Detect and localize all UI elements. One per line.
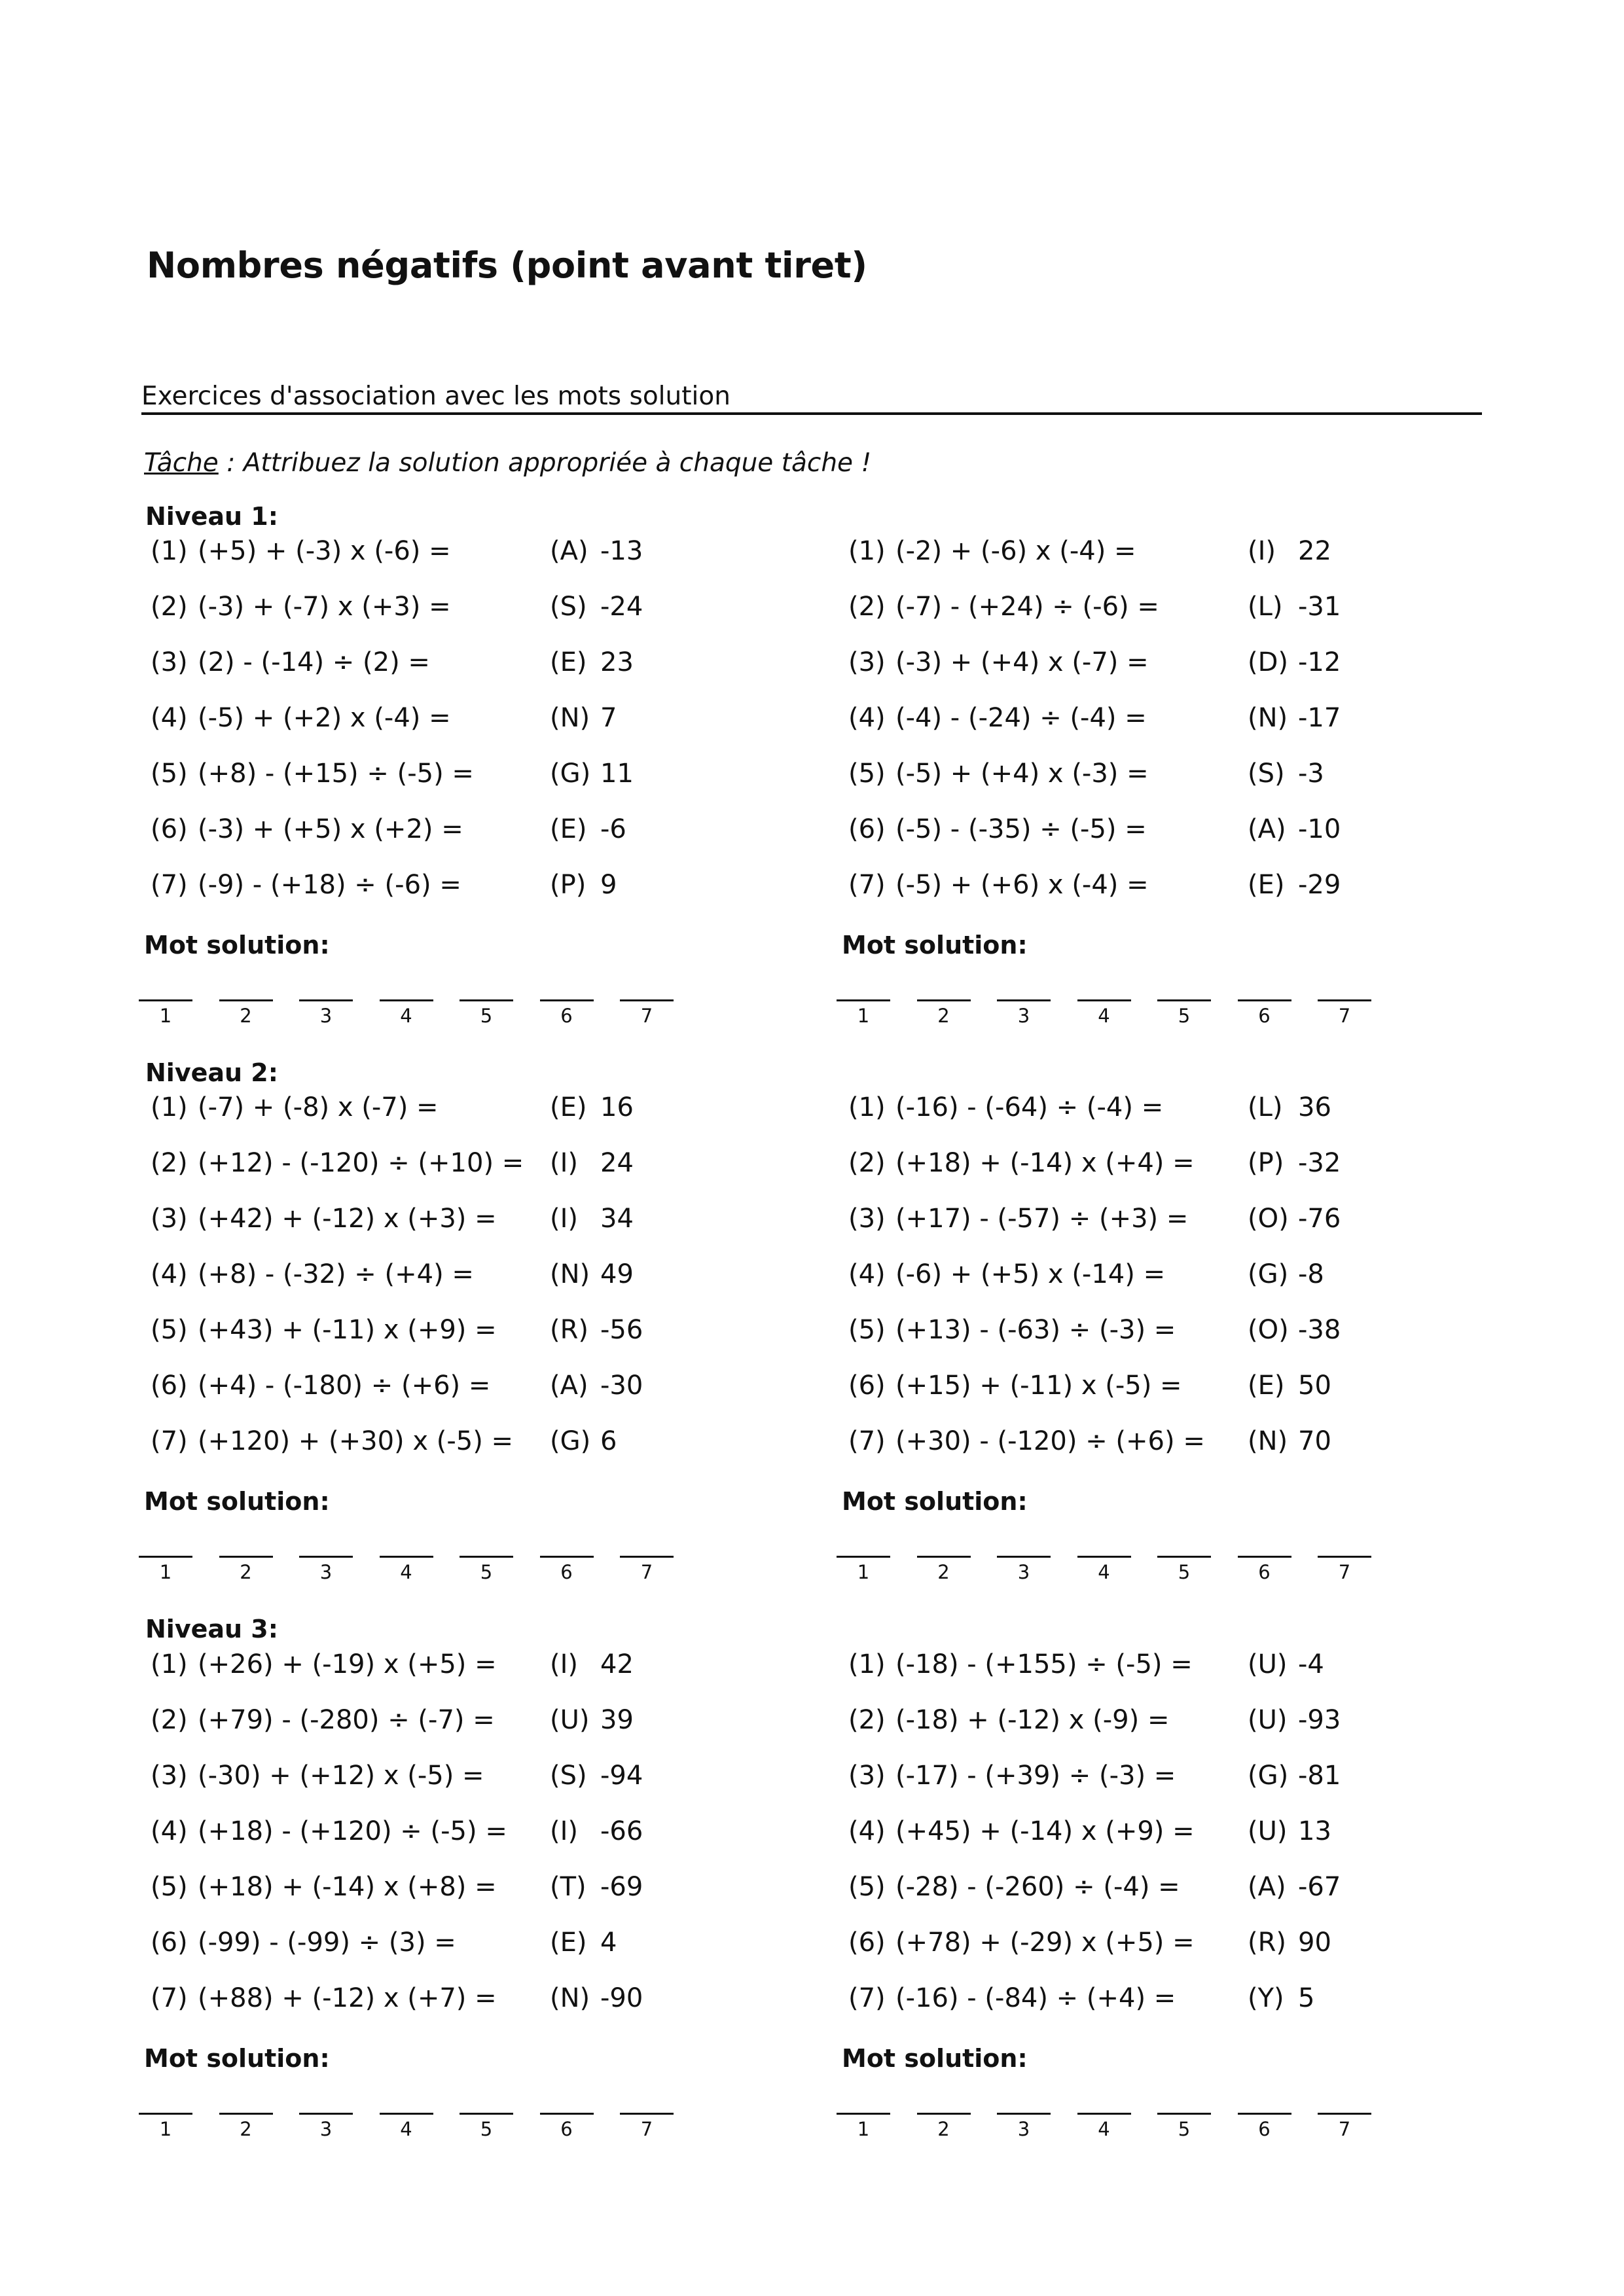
answer-value: 70 (1298, 1426, 1331, 1456)
exercise-number: (4) (151, 1816, 188, 1846)
answer-letter: (N) (1248, 703, 1288, 733)
answer-letter: (G) (550, 1426, 591, 1456)
exercise-number: (5) (151, 759, 188, 789)
answer-blank[interactable]: 1 (837, 2113, 890, 2147)
answer-blank[interactable]: 2 (219, 2113, 273, 2147)
exercise-expression: (+78) + (-29) x (+5) = (895, 1928, 1195, 1958)
answer-blank[interactable]: 7 (620, 999, 674, 1034)
answer-letter: (S) (550, 1761, 587, 1791)
exercise-row (842, 1255, 1509, 1294)
answer-blank[interactable]: 1 (139, 2113, 192, 2147)
exercise-expression: (-7) - (+24) ÷ (-6) = (895, 592, 1159, 622)
answer-letter: (O) (1248, 1315, 1289, 1345)
answer-value: 4 (600, 1928, 617, 1958)
exercise-number: (3) (848, 647, 886, 677)
answer-value: 49 (600, 1259, 634, 1289)
answer-blank[interactable]: 7 (1318, 999, 1371, 1034)
answer-blank[interactable]: 5 (1157, 2113, 1211, 2147)
exercise-number: (2) (151, 1148, 188, 1178)
exercise-number: (7) (151, 1983, 188, 2013)
solution-word-blanks (842, 999, 1431, 1039)
exercise-row (144, 1812, 812, 1851)
exercise-number: (3) (151, 1204, 188, 1234)
exercise-number: (5) (151, 1872, 188, 1902)
answer-value: 50 (1298, 1371, 1331, 1401)
exercise-expression: (-99) - (-99) ÷ (3) = (198, 1928, 456, 1958)
exercise-number: (3) (848, 1204, 886, 1234)
answer-letter: (P) (1248, 1148, 1284, 1178)
exercise-number: (2) (848, 1705, 886, 1735)
exercise-row (842, 531, 1509, 571)
exercise-row (842, 1199, 1509, 1238)
answer-blank[interactable]: 6 (540, 2113, 594, 2147)
exercise-row (842, 810, 1509, 849)
exercise-expression: (+26) + (-19) x (+5) = (198, 1649, 497, 1679)
answer-letter: (N) (550, 703, 590, 733)
solution-word-label: Mot solution: (144, 1487, 330, 1516)
answer-letter: (Y) (1248, 1983, 1284, 2013)
answer-blank[interactable]: 1 (837, 1556, 890, 1590)
exercise-number: (1) (848, 1092, 886, 1122)
solution-word-label: Mot solution: (842, 1487, 1028, 1516)
exercise-row (144, 1310, 812, 1350)
section-heading: Exercices d'association avec les mots solution (141, 382, 1482, 415)
answer-blank[interactable]: 3 (299, 1556, 353, 1590)
answer-letter: (R) (1248, 1928, 1287, 1958)
exercise-number: (3) (151, 647, 188, 677)
exercise-row (144, 1422, 812, 1461)
answer-value: 6 (600, 1426, 617, 1456)
exercise-expression: (-7) + (-8) x (-7) = (198, 1092, 439, 1122)
exercise-expression: (-16) - (-64) ÷ (-4) = (895, 1092, 1164, 1122)
exercise-expression: (+45) + (-14) x (+9) = (895, 1816, 1195, 1846)
exercise-number: (6) (848, 1928, 886, 1958)
exercise-row (144, 1255, 812, 1294)
exercise-column (842, 531, 1509, 1027)
exercise-row (144, 754, 812, 793)
answer-letter: (P) (550, 870, 586, 900)
answer-letter: (I) (550, 1204, 579, 1234)
exercise-number: (7) (151, 1426, 188, 1456)
answer-blank[interactable]: 3 (997, 1556, 1051, 1590)
exercise-expression: (+120) + (+30) x (-5) = (198, 1426, 514, 1456)
answer-value: -8 (1298, 1259, 1324, 1289)
answer-letter: (N) (550, 1983, 590, 2013)
answer-letter: (I) (550, 1816, 579, 1846)
exercise-row (144, 810, 812, 849)
solution-word-label: Mot solution: (144, 931, 330, 960)
answer-value: -94 (600, 1761, 643, 1791)
answer-letter: (E) (1248, 1371, 1285, 1401)
exercise-expression: (+30) - (-120) ÷ (+6) = (895, 1426, 1205, 1456)
exercise-row (842, 1756, 1509, 1795)
answer-letter: (U) (1248, 1649, 1288, 1679)
answer-blank[interactable]: 2 (917, 999, 971, 1034)
answer-blank[interactable]: 6 (540, 1556, 594, 1590)
solution-word-blanks (144, 2113, 733, 2152)
answer-value: 22 (1298, 536, 1331, 566)
answer-letter: (E) (550, 647, 587, 677)
answer-blank[interactable]: 5 (460, 1556, 513, 1590)
answer-value: 36 (1298, 1092, 1331, 1122)
answer-blank[interactable]: 7 (1318, 1556, 1371, 1590)
exercise-number: (2) (848, 592, 886, 622)
answer-blank[interactable]: 2 (219, 999, 273, 1034)
answer-letter: (R) (550, 1315, 589, 1345)
exercise-row (144, 1143, 812, 1183)
answer-letter: (E) (550, 1928, 587, 1958)
answer-value: 34 (600, 1204, 634, 1234)
answer-value: -66 (600, 1816, 643, 1846)
exercise-expression: (-30) + (+12) x (-5) = (198, 1761, 484, 1791)
exercise-number: (6) (151, 1928, 188, 1958)
exercise-expression: (+17) - (-57) ÷ (+3) = (895, 1204, 1189, 1234)
exercise-expression: (+79) - (-280) ÷ (-7) = (198, 1705, 495, 1735)
exercise-number: (2) (848, 1148, 886, 1178)
answer-blank[interactable]: 6 (1238, 1556, 1291, 1590)
answer-value: -67 (1298, 1872, 1341, 1902)
answer-letter: (I) (1248, 536, 1276, 566)
answer-value: -76 (1298, 1204, 1341, 1234)
exercise-expression: (+18) + (-14) x (+4) = (895, 1148, 1195, 1178)
exercise-expression: (+42) + (-12) x (+3) = (198, 1204, 497, 1234)
answer-value: 39 (600, 1705, 634, 1735)
exercise-number: (2) (151, 592, 188, 622)
exercise-row (144, 1867, 812, 1907)
exercise-row (144, 1700, 812, 1740)
answer-blank[interactable]: 5 (460, 999, 513, 1034)
answer-blank[interactable]: 6 (540, 999, 594, 1034)
exercise-row (144, 1199, 812, 1238)
solution-word-blanks (842, 2113, 1431, 2152)
answer-blank[interactable]: 6 (1238, 2113, 1291, 2147)
exercise-expression: (-2) + (-6) x (-4) = (895, 536, 1136, 566)
exercise-number: (7) (151, 870, 188, 900)
solution-word-label: Mot solution: (144, 2044, 330, 2073)
answer-value: 7 (600, 703, 617, 733)
answer-blank[interactable]: 5 (1157, 999, 1211, 1034)
answer-letter: (S) (550, 592, 587, 622)
exercise-expression: (-5) + (+4) x (-3) = (895, 759, 1149, 789)
answer-blank[interactable]: 1 (837, 999, 890, 1034)
exercise-row (144, 865, 812, 905)
exercise-expression: (+43) + (-11) x (+9) = (198, 1315, 497, 1345)
answer-letter: (I) (550, 1148, 579, 1178)
answer-blank[interactable]: 3 (997, 999, 1051, 1034)
exercise-row (144, 1088, 812, 1127)
answer-blank[interactable]: 5 (460, 2113, 513, 2147)
answer-blank[interactable]: 3 (997, 2113, 1051, 2147)
answer-blank[interactable]: 1 (139, 1556, 192, 1590)
exercise-expression: (+15) + (-11) x (-5) = (895, 1371, 1182, 1401)
solution-word-blanks (144, 1556, 733, 1595)
exercise-expression: (+12) - (-120) ÷ (+10) = (198, 1148, 524, 1178)
exercise-expression: (-3) + (+4) x (-7) = (895, 647, 1149, 677)
answer-value: 23 (600, 647, 634, 677)
exercise-row (842, 1812, 1509, 1851)
answer-blank[interactable]: 4 (380, 999, 433, 1034)
answer-blank[interactable]: 1 (139, 999, 192, 1034)
answer-value: 11 (600, 759, 634, 789)
exercise-expression: (-5) + (+6) x (-4) = (895, 870, 1149, 900)
exercise-row (144, 1366, 812, 1405)
level-label: Niveau 3: (145, 1615, 278, 1643)
exercise-expression: (+4) - (-180) ÷ (+6) = (198, 1371, 491, 1401)
answer-letter: (A) (1248, 814, 1286, 844)
answer-value: -69 (600, 1872, 643, 1902)
answer-value: -93 (1298, 1705, 1341, 1735)
exercise-number: (7) (848, 1983, 886, 2013)
exercise-row (144, 587, 812, 626)
exercise-number: (4) (848, 1816, 886, 1846)
answer-letter: (U) (1248, 1705, 1288, 1735)
exercise-row (842, 1700, 1509, 1740)
answer-blank[interactable]: 4 (1077, 2113, 1131, 2147)
answer-letter: (N) (550, 1259, 590, 1289)
answer-letter: (S) (1248, 759, 1285, 789)
answer-value: 90 (1298, 1928, 1331, 1958)
answer-value: -90 (600, 1983, 643, 2013)
answer-value: -24 (600, 592, 643, 622)
answer-blank[interactable]: 4 (380, 2113, 433, 2147)
exercise-number: (4) (848, 703, 886, 733)
exercise-number: (5) (848, 759, 886, 789)
answer-blank[interactable]: 2 (219, 1556, 273, 1590)
answer-value: 9 (600, 870, 617, 900)
exercise-row (842, 643, 1509, 682)
answer-value: 16 (600, 1092, 634, 1122)
exercise-row (144, 643, 812, 682)
answer-blank[interactable]: 4 (380, 1556, 433, 1590)
answer-value: -13 (600, 536, 643, 566)
exercise-column (842, 1088, 1509, 1583)
exercise-expression: (-5) + (+2) x (-4) = (198, 703, 451, 733)
exercise-row (144, 698, 812, 738)
solution-word-blanks (842, 1556, 1431, 1595)
level-label: Niveau 2: (145, 1058, 278, 1087)
exercise-number: (5) (848, 1872, 886, 1902)
answer-value: -6 (600, 814, 626, 844)
answer-blank[interactable]: 4 (1077, 999, 1131, 1034)
exercise-expression: (-16) - (-84) ÷ (+4) = (895, 1983, 1176, 2013)
answer-value: -32 (1298, 1148, 1341, 1178)
answer-value: -31 (1298, 592, 1341, 622)
answer-blank[interactable]: 7 (620, 2113, 674, 2147)
answer-value: 42 (600, 1649, 634, 1679)
exercise-number: (6) (151, 1371, 188, 1401)
exercise-number: (4) (151, 703, 188, 733)
exercise-number: (1) (848, 1649, 886, 1679)
answer-blank[interactable]: 7 (1318, 2113, 1371, 2147)
exercise-expression: (-4) - (-24) ÷ (-4) = (895, 703, 1147, 733)
exercise-number: (1) (151, 1649, 188, 1679)
exercise-row (144, 1923, 812, 1962)
exercise-expression: (+8) - (+15) ÷ (-5) = (198, 759, 474, 789)
answer-value: -4 (1298, 1649, 1324, 1679)
answer-value: -30 (600, 1371, 643, 1401)
solution-word-label: Mot solution: (842, 2044, 1028, 2073)
answer-blank[interactable]: 5 (1157, 1556, 1211, 1590)
answer-letter: (T) (550, 1872, 586, 1902)
exercise-number: (4) (151, 1259, 188, 1289)
exercise-number: (6) (848, 814, 886, 844)
exercise-number: (3) (151, 1761, 188, 1791)
exercise-column (144, 1645, 812, 2140)
exercise-row (144, 1979, 812, 2018)
exercise-row (144, 1645, 812, 1684)
answer-letter: (A) (550, 1371, 588, 1401)
answer-letter: (E) (550, 814, 587, 844)
answer-letter: (G) (1248, 1259, 1289, 1289)
exercise-number: (1) (151, 536, 188, 566)
answer-letter: (L) (1248, 592, 1283, 622)
answer-value: -56 (600, 1315, 643, 1345)
exercise-expression: (-18) + (-12) x (-9) = (895, 1705, 1170, 1735)
task-instruction (144, 448, 871, 478)
answer-letter: (D) (1248, 647, 1289, 677)
solution-word-label: Mot solution: (842, 931, 1028, 960)
answer-letter: (N) (1248, 1426, 1288, 1456)
exercise-expression: (-17) - (+39) ÷ (-3) = (895, 1761, 1176, 1791)
answer-letter: (U) (1248, 1816, 1288, 1846)
answer-value: -3 (1298, 759, 1324, 789)
exercise-row (842, 1867, 1509, 1907)
task-label: Tâche (144, 448, 219, 478)
answer-value: -17 (1298, 703, 1341, 733)
exercise-number: (5) (848, 1315, 886, 1345)
exercise-expression: (-28) - (-260) ÷ (-4) = (895, 1872, 1180, 1902)
answer-blank[interactable]: 2 (917, 2113, 971, 2147)
exercise-expression: (-3) + (+5) x (+2) = (198, 814, 463, 844)
answer-value: 13 (1298, 1816, 1331, 1846)
exercise-row (144, 1756, 812, 1795)
exercise-number: (6) (848, 1371, 886, 1401)
answer-letter: (E) (550, 1092, 587, 1122)
answer-letter: (G) (550, 759, 591, 789)
answer-letter: (O) (1248, 1204, 1289, 1234)
answer-letter: (L) (1248, 1092, 1283, 1122)
exercise-row (842, 698, 1509, 738)
exercise-expression: (-9) - (+18) ÷ (-6) = (198, 870, 461, 900)
exercise-expression: (+13) - (-63) ÷ (-3) = (895, 1315, 1176, 1345)
answer-letter: (A) (550, 536, 588, 566)
exercise-expression: (-18) - (+155) ÷ (-5) = (895, 1649, 1193, 1679)
answer-blank[interactable]: 4 (1077, 1556, 1131, 1590)
exercise-expression: (-5) - (-35) ÷ (-5) = (895, 814, 1147, 844)
exercise-row (842, 1143, 1509, 1183)
answer-value: -12 (1298, 647, 1341, 677)
answer-letter: (I) (550, 1649, 579, 1679)
exercise-row (842, 587, 1509, 626)
exercise-expression: (+18) - (+120) ÷ (-5) = (198, 1816, 507, 1846)
answer-blank[interactable]: 3 (299, 999, 353, 1034)
exercise-number: (1) (151, 1092, 188, 1122)
answer-letter: (E) (1248, 870, 1285, 900)
exercise-expression: (-6) + (+5) x (-14) = (895, 1259, 1166, 1289)
answer-value: 24 (600, 1148, 634, 1178)
exercise-number: (6) (151, 814, 188, 844)
answer-blank[interactable]: 7 (620, 1556, 674, 1590)
exercise-number: (7) (848, 1426, 886, 1456)
exercise-row (842, 1979, 1509, 2018)
exercise-number: (2) (151, 1705, 188, 1735)
exercise-row (144, 531, 812, 571)
exercise-number: (1) (848, 536, 886, 566)
exercise-expression: (-3) + (-7) x (+3) = (198, 592, 451, 622)
exercise-column (144, 531, 812, 1027)
answer-value: -29 (1298, 870, 1341, 900)
exercise-number: (7) (848, 870, 886, 900)
exercise-row (842, 754, 1509, 793)
exercise-expression: (+8) - (-32) ÷ (+4) = (198, 1259, 474, 1289)
answer-letter: (A) (1248, 1872, 1286, 1902)
answer-value: -38 (1298, 1315, 1341, 1345)
solution-word-blanks (144, 999, 733, 1039)
exercise-row (842, 1088, 1509, 1127)
exercise-column (144, 1088, 812, 1583)
exercise-number: (4) (848, 1259, 886, 1289)
answer-blank[interactable]: 2 (917, 1556, 971, 1590)
answer-blank[interactable]: 6 (1238, 999, 1291, 1034)
answer-blank[interactable]: 3 (299, 2113, 353, 2147)
exercise-expression: (+5) + (-3) x (-6) = (198, 536, 451, 566)
exercise-row (842, 1422, 1509, 1461)
answer-value: -81 (1298, 1761, 1341, 1791)
answer-value: 5 (1298, 1983, 1315, 2013)
page-title: Nombres négatifs (point avant tiret) (147, 245, 867, 286)
answer-value: -10 (1298, 814, 1341, 844)
exercise-expression: (+18) + (-14) x (+8) = (198, 1872, 497, 1902)
exercise-row (842, 1923, 1509, 1962)
exercise-row (842, 1310, 1509, 1350)
exercise-number: (5) (151, 1315, 188, 1345)
task-text: : Attribuez la solution appropriée à chaque tâche ! (218, 448, 872, 478)
level-label: Niveau 1: (145, 502, 278, 531)
exercise-column (842, 1645, 1509, 2140)
exercise-row (842, 1645, 1509, 1684)
answer-letter: (U) (550, 1705, 590, 1735)
exercise-expression: (+88) + (-12) x (+7) = (198, 1983, 497, 2013)
exercise-row (842, 1366, 1509, 1405)
exercise-expression: (2) - (-14) ÷ (2) = (198, 647, 430, 677)
answer-letter: (G) (1248, 1761, 1289, 1791)
exercise-row (842, 865, 1509, 905)
exercise-number: (3) (848, 1761, 886, 1791)
